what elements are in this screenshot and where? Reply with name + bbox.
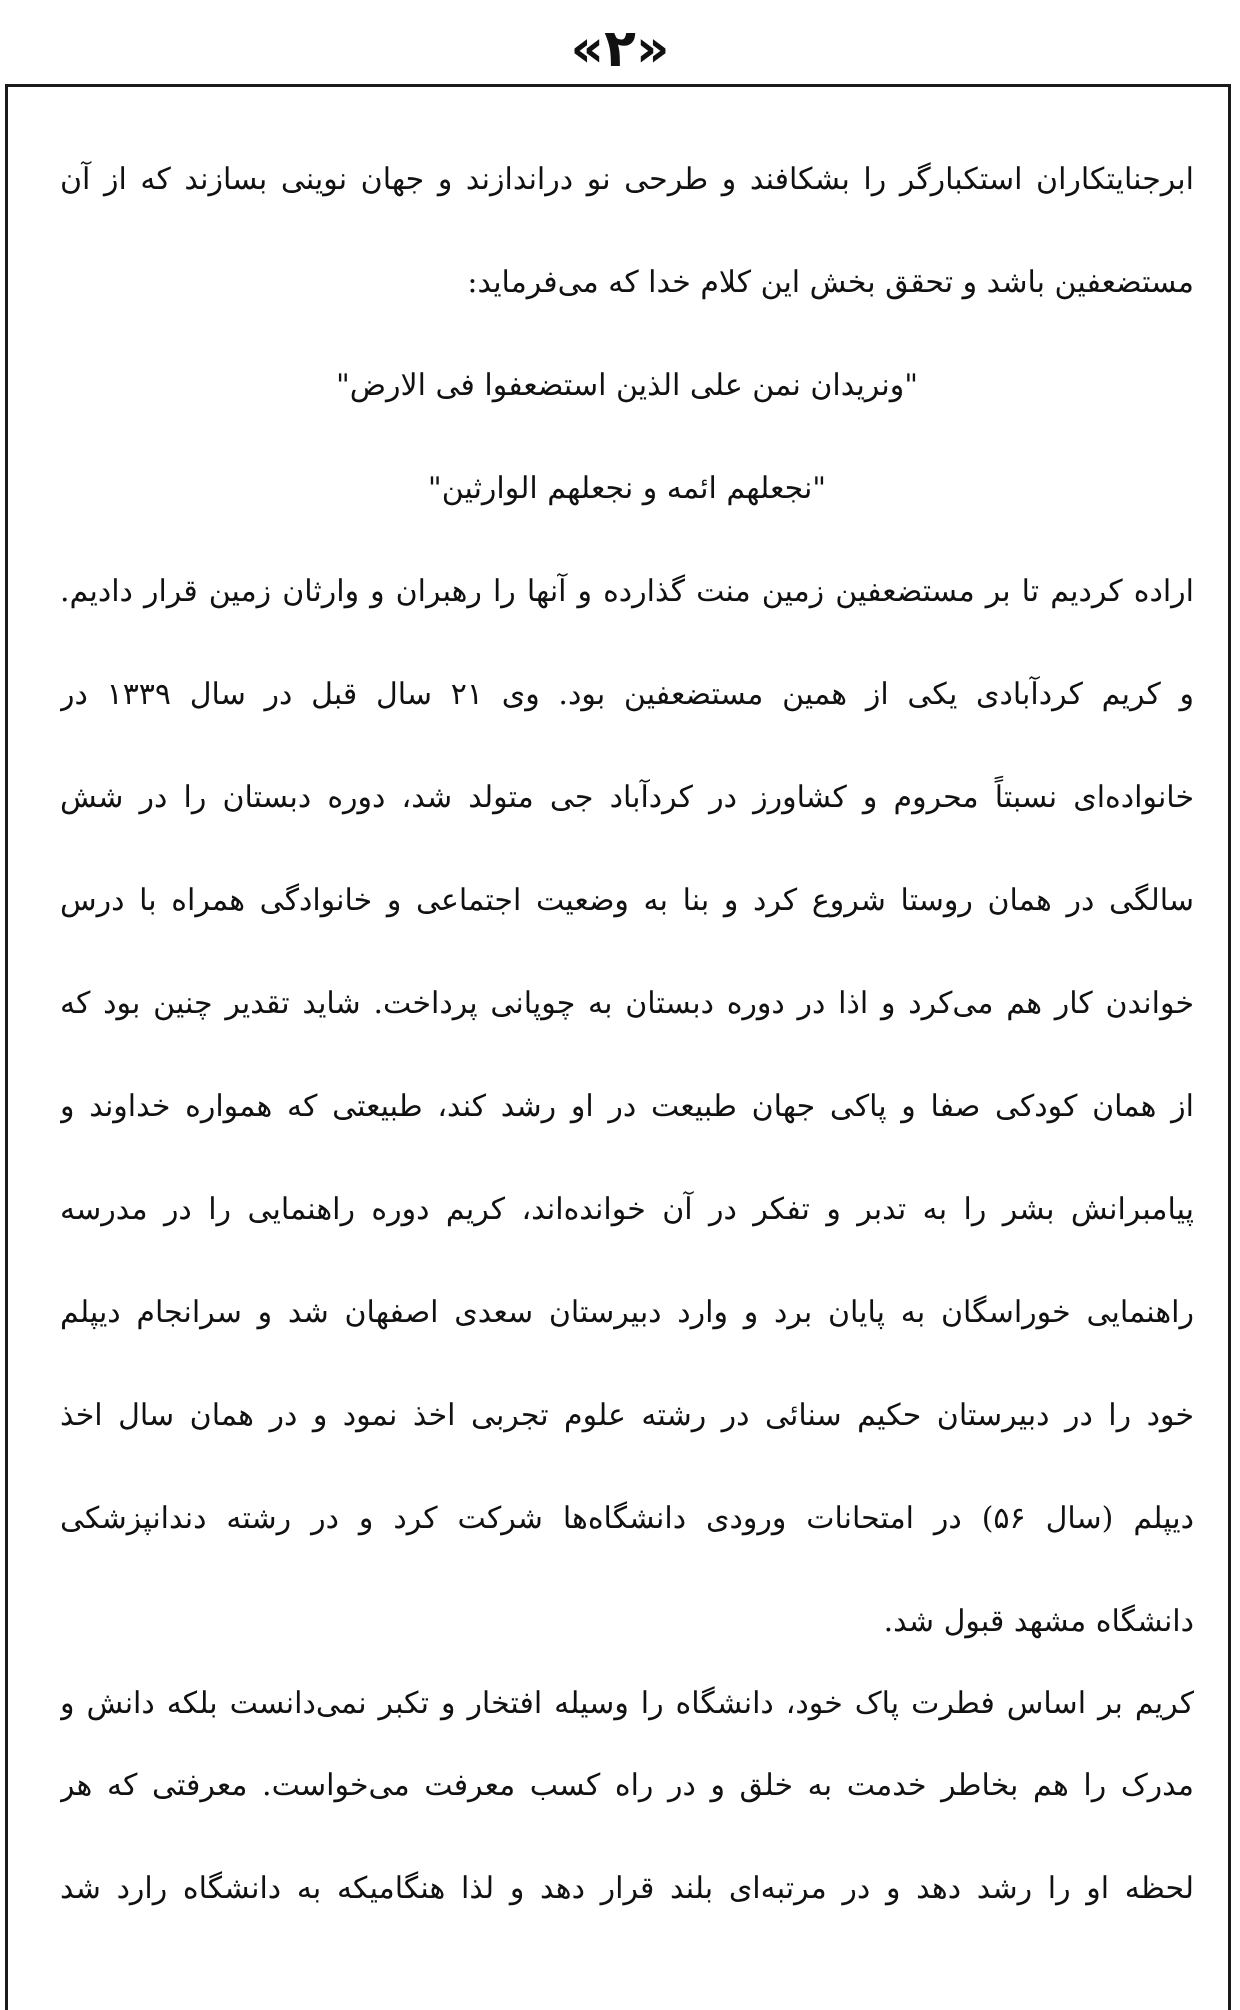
text-line: خانواده‌ای نسبتاً محروم و کشاورز در کردآباد جی متولد شد، دوره دبستان را در شش xyxy=(60,780,1194,815)
text-line: راهنمایی خوراسگان به پایان برد و وارد دبیرستان سعدی اصفهان شد و سرانجام دیپلم xyxy=(60,1295,1194,1330)
text-line: و کریم کردآبادی یکی از همین مستضعفین بود. وی ۲۱ سال قبل در سال ۱۳۳۹ در xyxy=(60,677,1194,712)
text-line: پیامبرانش بشر را به تدبر و تفکر در آن خوانده‌اند، کریم دوره راهنمایی را در مدرسه xyxy=(60,1192,1194,1227)
quote-line: "ونریدان نمن علی الذین استضعفوا فی الارض" xyxy=(335,368,918,403)
text-line: اراده کردیم تا بر مستضعفین زمین منت گذارده و آنها را رهبران و وارثان زمین قرار دادیم. xyxy=(60,574,1194,609)
text-line: لحظه او را رشد دهد و در مرتبه‌ای بلند قرار دهد و لذا هنگامیکه به دانشگاه رارد شد xyxy=(60,1871,1194,1906)
text-line: دیپلم (سال ۵۶) در امتحانات ورودی دانشگاه‌ها شرکت کرد و در رشته دندانپزشکی xyxy=(60,1501,1194,1536)
page-number: «۲» xyxy=(570,19,670,79)
text-line: ابرجنایتکاران استکبارگر را بشکافند و طرحی نو دراندازند و جهان نوینی بسازند که از آن xyxy=(60,162,1194,197)
body-text xyxy=(60,150,1194,1962)
text-line: خود را در دبیرستان حکیم سنائی در رشته علوم تجربی اخذ نمود و در همان سال اخذ xyxy=(60,1398,1194,1433)
text-line: مدرک را هم بخاطر خدمت به خلق و در راه کسب معرفت می‌خواست. معرفتی که هر xyxy=(60,1768,1194,1803)
quote-line: "نجعلهم ائمه و نجعلهم الوارثین" xyxy=(427,471,827,506)
text-line: کریم بر اساس فطرت پاک خود، دانشگاه را وسیله افتخار و تکبر نمی‌دانست بلکه دانش و xyxy=(60,1686,1194,1721)
text-line: خواندن کار هم می‌کرد و اذا در دوره دبستان به چوپانی پرداخت. شاید تقدیر چنین بود که xyxy=(60,986,1194,1021)
text-line: از همان کودکی صفا و پاکی جهان طبیعت در او رشد کند، طبیعتی که همواره خداوند و xyxy=(60,1089,1194,1124)
text-line: سالگی در همان روستا شروع کرد و بنا به وضعیت اجتماعی و خانوادگی همراه با درس xyxy=(60,883,1194,918)
text-line: مستضعفین باشد و تحقق بخش این کلام خدا که می‌فرماید: xyxy=(467,265,1194,300)
text-line: دانشگاه مشهد قبول شد. xyxy=(883,1604,1194,1639)
